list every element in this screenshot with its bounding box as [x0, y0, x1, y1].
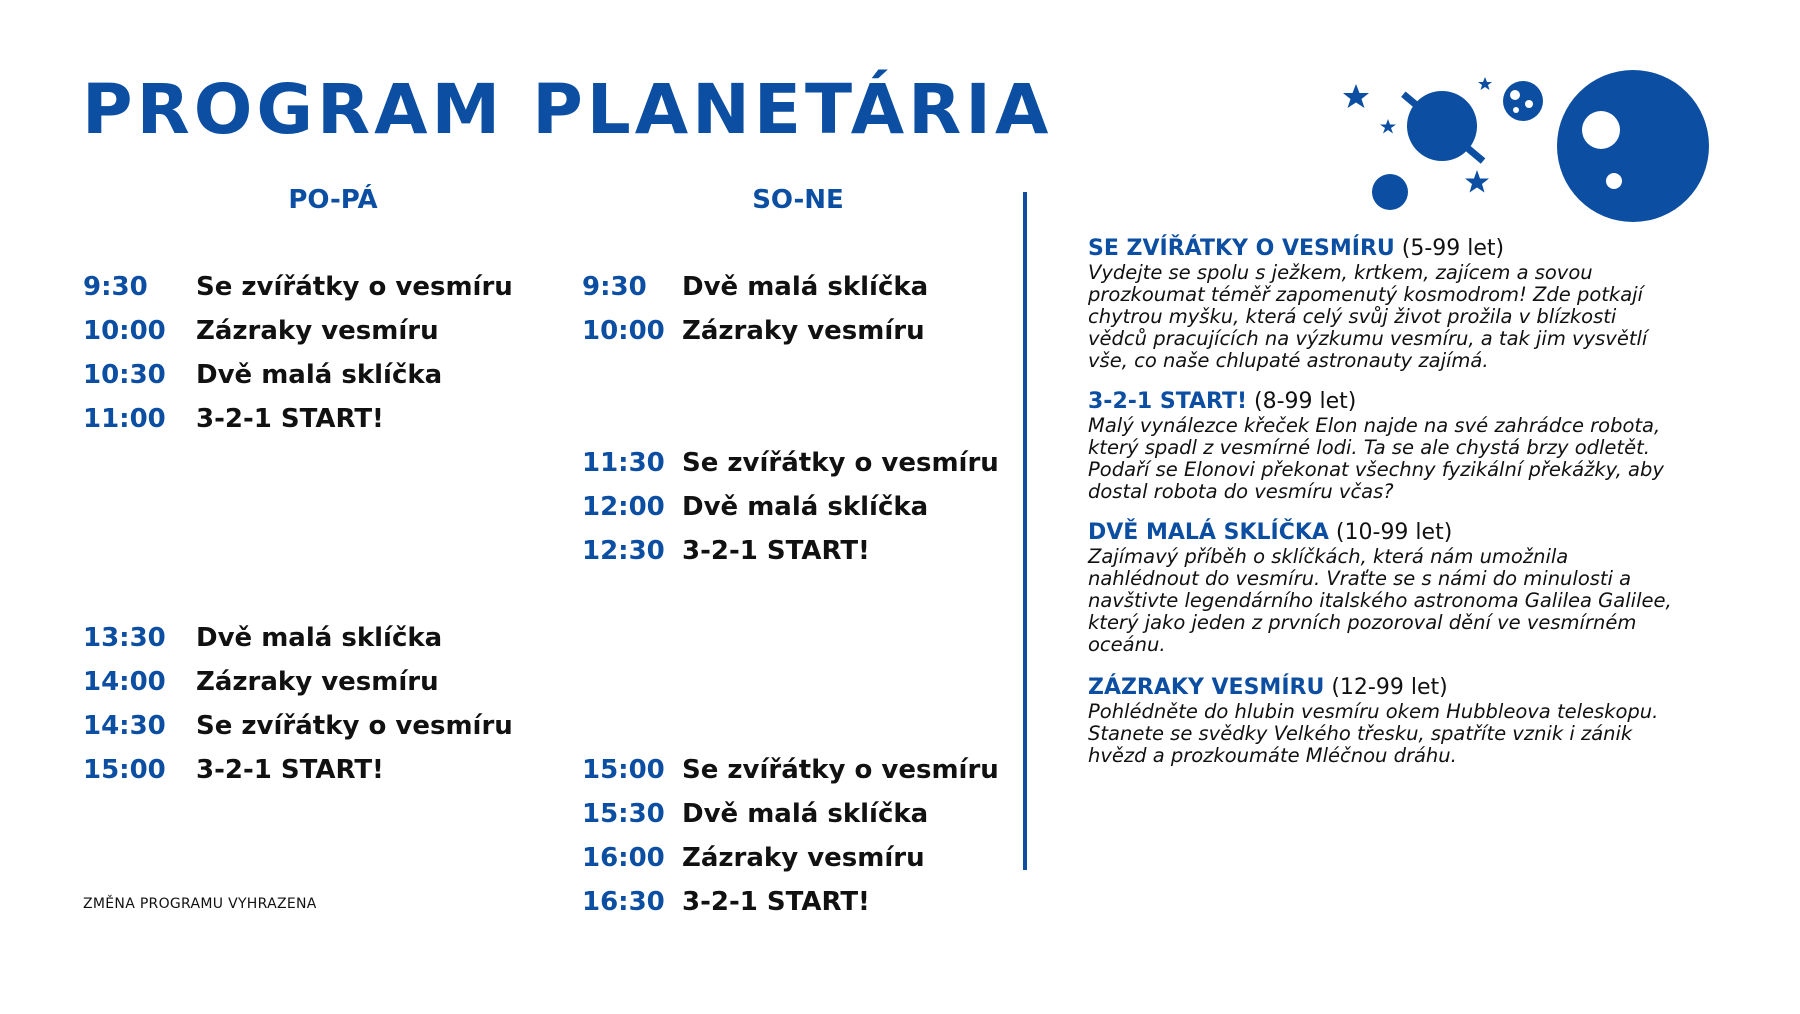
schedule-show: Zázraky vesmíru — [196, 667, 439, 697]
schedule-time: 16:00 — [582, 843, 665, 873]
description-age: (12-99 let) — [1331, 675, 1448, 700]
description-heading — [1088, 675, 1768, 701]
schedule-show: Dvě malá sklíčka — [682, 799, 929, 829]
schedule-show: Zázraky vesmíru — [682, 316, 925, 346]
description-line: Malý vynálezce křeček Elon najde na své zahrádce robota, — [1088, 414, 1661, 437]
space-illustration — [1330, 60, 1730, 230]
description-line: Pohlédněte do hlubin vesmíru okem Hubbleova teleskopu. — [1088, 700, 1659, 723]
schedule-row — [582, 492, 928, 522]
description-heading — [1088, 236, 1768, 262]
schedule-time: 11:00 — [83, 404, 166, 434]
schedule-row — [582, 316, 925, 346]
schedule-time: 16:30 — [582, 887, 665, 917]
schedule-show: Dvě malá sklíčka — [196, 623, 443, 653]
schedule-time: 10:00 — [83, 316, 166, 346]
show-description — [1088, 520, 1768, 656]
description-line: vše, co naše chlupaté astronauty zajímá. — [1088, 349, 1489, 372]
description-text — [1088, 262, 1768, 372]
schedule-time: 11:30 — [582, 448, 665, 478]
star-icon — [1465, 170, 1489, 193]
schedule-show: 3-2-1 START! — [682, 887, 870, 917]
schedule-time: 14:00 — [83, 667, 166, 697]
show-description — [1088, 389, 1768, 503]
schedule-time: 12:30 — [582, 536, 665, 566]
schedule-time: 10:30 — [83, 360, 166, 390]
schedule-row — [582, 887, 870, 917]
column-divider — [1023, 192, 1027, 870]
description-text — [1088, 415, 1768, 503]
schedule-show: Dvě malá sklíčka — [682, 492, 929, 522]
description-line: oceánu. — [1088, 633, 1166, 656]
schedule-show: 3-2-1 START! — [682, 536, 870, 566]
star-icon — [1343, 84, 1369, 108]
planet-icon — [1557, 70, 1709, 222]
weekend-column-header: SO-NE — [752, 185, 844, 215]
moon-crater — [1510, 90, 1520, 100]
schedule-row — [83, 711, 513, 741]
description-line: Podaří se Elonovi překonat všechny fyzikální překážky, aby — [1088, 458, 1664, 481]
description-heading — [1088, 520, 1768, 546]
schedule-row — [582, 536, 870, 566]
schedule-show: Dvě malá sklíčka — [196, 360, 443, 390]
description-line: nahlédnout do vesmíru. Vraťte se s námi do minulosti a — [1088, 567, 1632, 590]
weekday-column-header: PO-PÁ — [288, 185, 378, 215]
schedule-show: 3-2-1 START! — [196, 404, 384, 434]
description-title: ZÁZRAKY VESMÍRU — [1088, 675, 1325, 700]
schedule-time: 13:30 — [83, 623, 166, 653]
description-line: Zajímavý příběh o sklíčkách, která nám umožnila — [1088, 545, 1569, 568]
description-heading — [1088, 389, 1768, 415]
description-text — [1088, 546, 1768, 656]
description-line: Stanete se svědky Velkého třesku, spatříte vznik i zánik — [1088, 722, 1633, 745]
schedule-time: 14:30 — [83, 711, 166, 741]
description-line: který spadl z vesmírné lodi. Ta se ale chystá brzy odletět. — [1088, 436, 1650, 459]
description-line: prozkoumat téměř zapomenutý kosmodrom! Zde potkají — [1088, 283, 1643, 306]
description-title: SE ZVÍŘÁTKY O VESMÍRU — [1088, 236, 1395, 261]
schedule-row — [83, 404, 384, 434]
schedule-show: Zázraky vesmíru — [682, 843, 925, 873]
planet-crater — [1606, 173, 1622, 189]
schedule-time: 9:30 — [582, 272, 647, 302]
moon-crater — [1525, 100, 1533, 108]
schedule-row — [83, 316, 439, 346]
schedule-show: Dvě malá sklíčka — [682, 272, 929, 302]
schedule-show: Se zvířátky o vesmíru — [196, 711, 513, 741]
description-age: (10-99 let) — [1335, 520, 1453, 545]
schedule-show: Se zvířátky o vesmíru — [196, 272, 513, 302]
description-title: DVĚ MALÁ SKLÍČKA — [1088, 520, 1329, 545]
planet-icon — [1372, 174, 1408, 210]
star-icon — [1478, 77, 1492, 90]
schedule-row — [83, 755, 384, 785]
description-line: chytrou myšku, která celý svůj život prožila v blízkosti — [1088, 305, 1617, 328]
planet-crater — [1582, 111, 1620, 149]
schedule-row — [83, 272, 513, 302]
description-line: který jako jeden z prvních pozoroval dění ve vesmírném — [1088, 611, 1637, 634]
schedule-show: Se zvířátky o vesmíru — [682, 448, 999, 478]
description-line: hvězd a prozkoumáte Mléčnou dráhu. — [1088, 744, 1457, 767]
schedule-time: 15:00 — [83, 755, 166, 785]
schedule-row — [582, 755, 999, 785]
moon-crater — [1513, 107, 1519, 113]
schedule-time: 9:30 — [83, 272, 148, 302]
schedule-show: Se zvířátky o vesmíru — [682, 755, 999, 785]
schedule-show: Zázraky vesmíru — [196, 316, 439, 346]
schedule-row — [582, 272, 928, 302]
description-line: dostal robota do vesmíru včas? — [1088, 480, 1394, 503]
schedule-time: 15:30 — [582, 799, 665, 829]
schedule-row — [83, 667, 439, 697]
description-line: vědců pracujících na výzkumu vesmíru, a tak jim vysvětlí — [1088, 327, 1648, 350]
schedule-row — [582, 843, 925, 873]
schedule-row — [582, 799, 928, 829]
description-line: Vydejte se spolu s ježkem, krtkem, zajícem a sovou — [1088, 261, 1593, 284]
schedule-row — [83, 623, 442, 653]
schedule-time: 12:00 — [582, 492, 665, 522]
moon-icon — [1503, 81, 1543, 121]
description-line: navštivte legendárního italského astronoma Galilea Galilee, — [1088, 589, 1672, 612]
description-text — [1088, 701, 1768, 767]
schedule-show: 3-2-1 START! — [196, 755, 384, 785]
program-change-note: ZMĚNA PROGRAMU VYHRAZENA — [83, 896, 317, 912]
description-age: (5-99 let) — [1401, 236, 1505, 261]
schedule-row — [582, 448, 999, 478]
description-title: 3-2-1 START! — [1088, 389, 1248, 414]
show-description — [1088, 675, 1768, 767]
description-age: (8-99 let) — [1254, 389, 1357, 414]
schedule-row — [83, 360, 442, 390]
star-icon — [1380, 119, 1396, 134]
schedule-time: 15:00 — [582, 755, 665, 785]
page-title: PROGRAM PLANETÁRIA — [82, 70, 1053, 150]
schedule-time: 10:00 — [582, 316, 665, 346]
show-description — [1088, 236, 1768, 372]
